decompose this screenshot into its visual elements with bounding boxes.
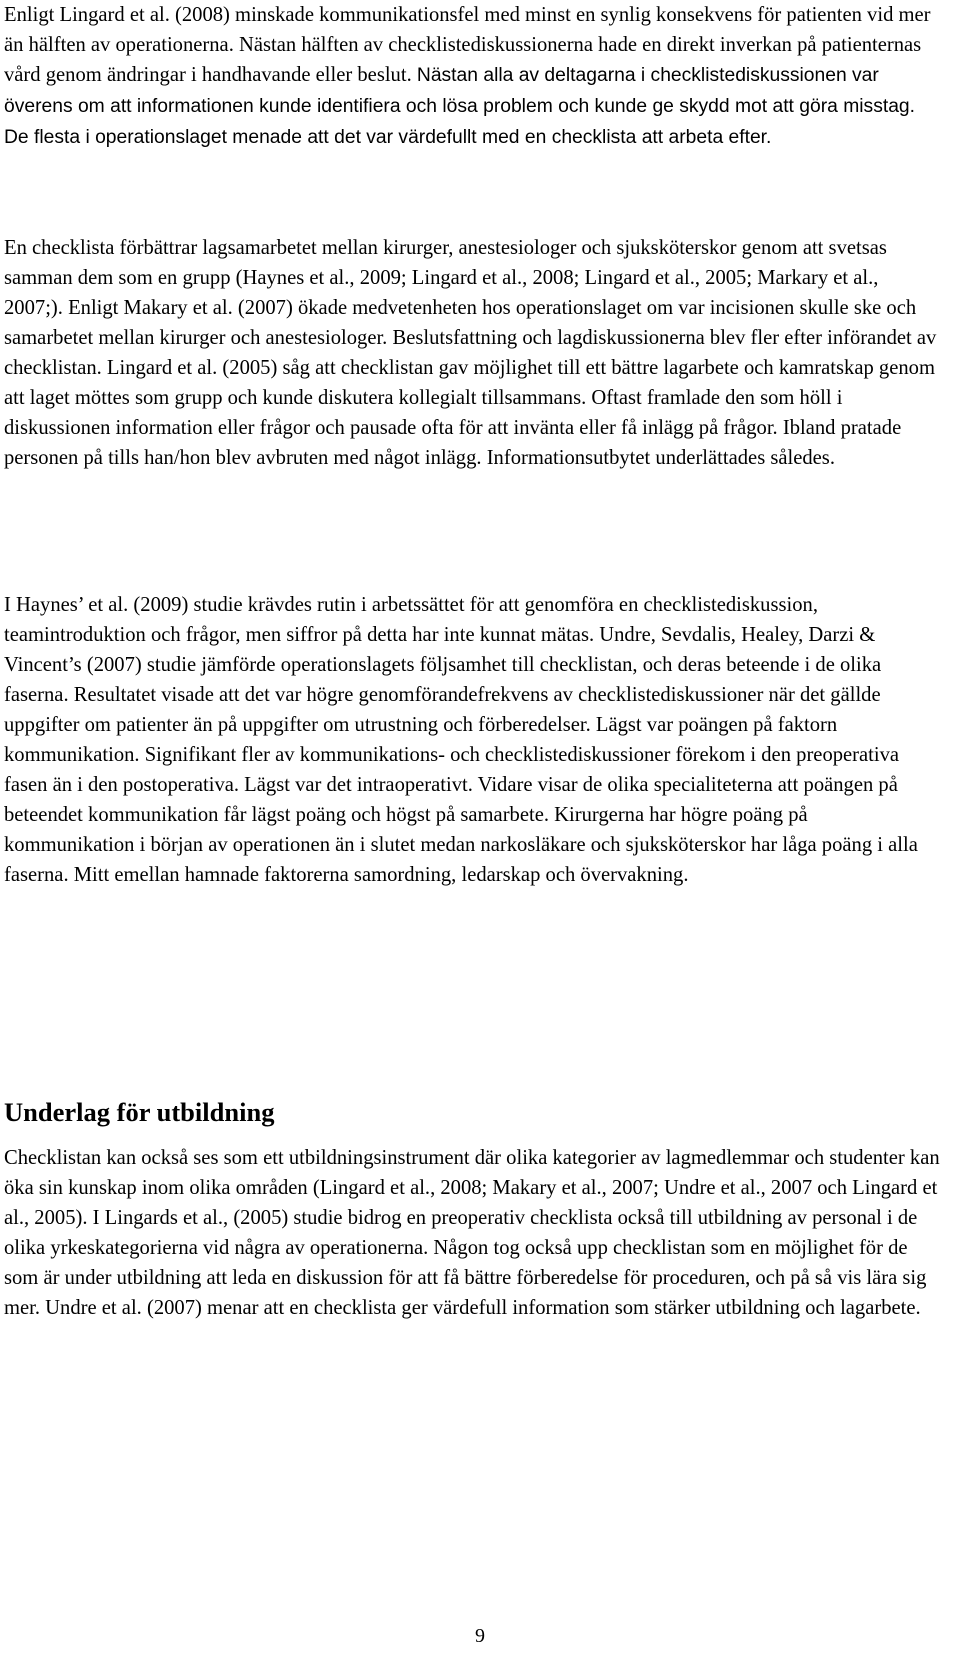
paragraph-team-collaboration: En checklista förbättrar lagsamarbetet mellan kirurger, anestesiologer och sjuksköterskor genom att svetsas samman dem som en grupp (Haynes et al., 2009; Lingard et al., 2008; Lingard et al., 2005; Markary et al., 2007;). Enligt Makary et al. (2007) ökade medvetenheten hos operationslaget om var incisionen skulle ske och samarbetet mellan kirurger och anestesiologer. Beslutsfattning och lagdiskussionerna blev fler efter införandet av checklistan. Lingard et al. (2005) såg att checklistan gav möjlighet till ett bättre lagarbete och kamratskap genom att laget möttes som grupp och kunde diskutera kollegialt tillsammans. Oftast framlade den som höll i diskussionen information eller frågor och pausade ofta för att invänta eller få inlägg på frågor. Ibland pratade personen på tills han/hon blev avbruten med något inlägg. Informationsutbytet underlättades således. [4, 237, 937, 469]
paragraph-sans-tail: Nästan alla av deltagarna i checklistediskussionen var överens om att informationen kunde identifiera och lösa problem och kunde ge skydd mot att göra misstag. De flesta i operationslaget menade att det var värdefullt med en checklista att arbeta efter. [4, 65, 916, 148]
section-heading: Underlag för utbildning [4, 1097, 275, 1127]
paragraph-communication-errors [4, 0, 940, 153]
paragraph-haynes-study: I Haynes’ et al. (2009) studie krävdes rutin i arbetssättet för att genomföra en checklistediskussion, teamintroduktion och frågor, men siffror på detta har inte kunnat mätas. Undre, Sevdalis, Healey, Darzi & Vincent’s (2007) studie jämförde operationslagets följsamhet till checklistan, och deras beteende i de olika faserna. Resultatet visade att det var högre genomförandefrekvens av checklistediskussioner när det gällde uppgifter om patienter än på uppgifter om utrustning och förberedelser. Lägst var poängen på faktorn kommunikation. Signifikant fler av kommunikations- och checklistediskussioner förekom i den preoperativa fasen än i den postoperativa. Lägst var det intraoperativt. Vidare visar de olika specialiteterna att poängen på beteendet kommunikation får lägst poäng och högst på samarbete. Kirurgerna har högre poäng på kommunikation i början av operationen än i slutet medan narkosläkare och sjuksköterskor har låga poäng i alla faserna. Mitt emellan hamnade faktorerna samordning, ledarskap och övervakning. [4, 594, 918, 886]
paragraph-serif-lead: Enligt Lingard et al. (2008) minskade kommunikationsfel med minst en synlig konsekvens för patienten vid mer än hälften av operationerna. Nästan hälften av checklistediskussionerna hade en direkt inverkan på patienternas vård genom ändringar i handhavande eller beslut. [4, 4, 931, 86]
paragraph-education: Checklistan kan också ses som ett utbildningsinstrument där olika kategorier av lagmedlemmar och studenter kan öka sin kunskap inom olika områden (Lingard et al., 2008; Makary et al., 2007; Undre et al., 2007 och Lingard et al., 2005). I Lingards et al., (2005) studie bidrog en preoperativ checklista också till utbildning av personal i de olika yrkeskategorierna vid några av operationerna. Någon tog också upp checklistan som en möjlighet för de som är under utbildning att leda en diskussion för att få bättre förberedelse för proceduren, och på så vis lära sig mer. Undre et al. (2007) menar att en checklista ger värdefull information som stärker utbildning och lagarbete. [4, 1147, 940, 1319]
page-number: 9 [475, 1625, 485, 1647]
